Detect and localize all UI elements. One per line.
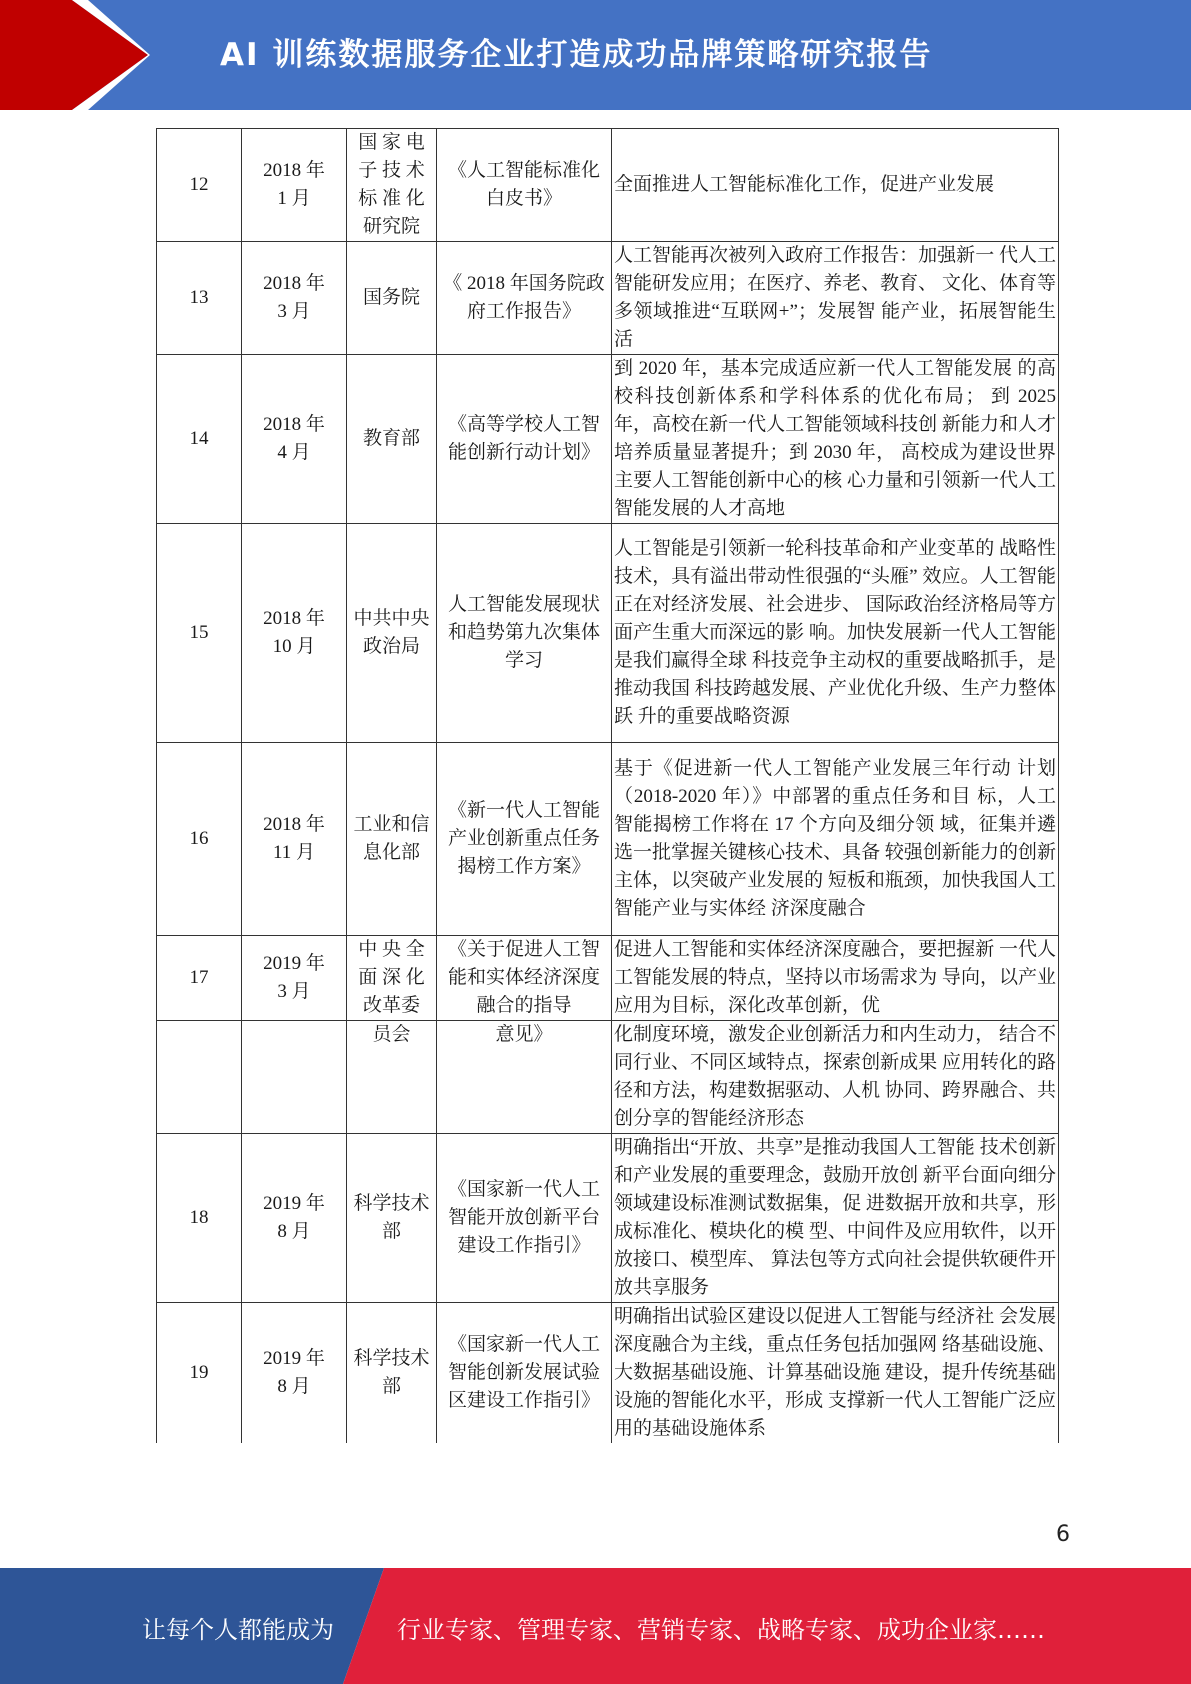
row-number-cell: 12: [157, 129, 242, 242]
department-cell: 中 央 全 面 深 化 改革委: [347, 936, 437, 1021]
table-row: [157, 1134, 1059, 1303]
policy-table: [156, 128, 1059, 1443]
department-cell: 科学技术部: [347, 1134, 437, 1303]
document-title-cell: 《高等学校人工智能创新行动计划》: [437, 355, 612, 524]
date-cell: [242, 1021, 347, 1134]
report-title: AI 训练数据服务企业打造成功品牌策略研究报告: [220, 37, 933, 73]
date-line: 2018 年: [263, 608, 325, 629]
document-title-cell: 人工智能发展现状和趋势第九次集体学习: [437, 524, 612, 743]
date-cell: [242, 242, 347, 355]
date-line: 8 月: [277, 1221, 311, 1242]
page-number: 6: [1056, 1522, 1070, 1547]
description-cell: 明确指出“开放、共享”是推动我国人工智能 技术创新和产业发展的重要理念，鼓励开放创 新平台面向细分领域建设标准测试数据集，促 进数据开放和共享，形成标准化、模块化的模 型、中间件及应用软件，以开放接口、模型库、 算法包等方式向社会提供软硬件开放共享服务: [612, 1134, 1059, 1303]
document-title-cell: 《 2018 年国务院政府工作报告》: [437, 242, 612, 355]
department-cell: 教育部: [347, 355, 437, 524]
document-title-cell: 《人工智能标准化白皮书》: [437, 129, 612, 242]
document-title-cell: 《国家新一代人工智能创新发展试验区建设工作指引》: [437, 1303, 612, 1444]
date-cell: [242, 743, 347, 936]
date-cell: [242, 1134, 347, 1303]
department-cell: 科学技术部: [347, 1303, 437, 1444]
date-line: 2018 年: [263, 160, 325, 181]
table-row: [157, 936, 1059, 1021]
date-line: 3 月: [277, 301, 311, 322]
department-cell: 国 家 电 子 技 术 标 准 化 研究院: [347, 129, 437, 242]
row-number-cell: 13: [157, 242, 242, 355]
date-line: 2019 年: [263, 953, 325, 974]
department-cell: 国务院: [347, 242, 437, 355]
department-cell: 工业和信息化部: [347, 743, 437, 936]
department-cell: 中共中央政治局: [347, 524, 437, 743]
row-number-cell: 19: [157, 1303, 242, 1444]
document-title-cell: 意见》: [437, 1021, 612, 1134]
table-row: [157, 129, 1059, 242]
date-line: 2018 年: [263, 814, 325, 835]
date-cell: [242, 129, 347, 242]
row-number-cell: 17: [157, 936, 242, 1021]
table-row: [157, 242, 1059, 355]
description-cell: 化制度环境，激发企业创新活力和内生动力， 结合不同行业、不同区域特点，探索创新成果 应用转化的路径和方法，构建数据驱动、人机 协同、跨界融合、共创分享的智能经济形态: [612, 1021, 1059, 1134]
footer-slogan-right: 行业专家、管理专家、营销专家、战略专家、成功企业家……: [397, 1616, 1045, 1644]
row-number-cell: [157, 1021, 242, 1134]
description-cell: 基于《促进新一代人工智能产业发展三年行动 计划（2018-2020 年）》中部署的重点任务和目 标，人工智能揭榜工作将在 17 个方向及细分领 域，征集并遴选一批掌握关键核心技术、具备 较强创新能力的创新主体，以突破产业发展的 短板和瓶颈，加快我国人工智能产业与实体经 济深度融合: [612, 743, 1059, 936]
row-number-cell: 15: [157, 524, 242, 743]
description-cell: 明确指出试验区建设以促进人工智能与经济社 会发展深度融合为主线，重点任务包括加强网 络基础设施、大数据基础设施、计算基础设施 建设，提升传统基础设施的智能化水平，形成 支撑新一代人工智能广泛应用的基础设施体系: [612, 1303, 1059, 1444]
page-header: [0, 0, 1191, 110]
document-title-cell: 《关于促进人工智能和实体经济深度融合的指导: [437, 936, 612, 1021]
table-row: [157, 355, 1059, 524]
table-row: [157, 743, 1059, 936]
date-line: 2019 年: [263, 1348, 325, 1369]
row-number-cell: 14: [157, 355, 242, 524]
row-number-cell: 18: [157, 1134, 242, 1303]
date-line: 10 月: [272, 636, 316, 657]
document-title-cell: 《新一代人工智能产业创新重点任务揭榜工作方案》: [437, 743, 612, 936]
table-row: [157, 1021, 1059, 1134]
footer-slogan-left: 让每个人都能成为: [142, 1616, 334, 1644]
date-line: 2018 年: [263, 273, 325, 294]
date-line: 11 月: [272, 842, 316, 863]
description-cell: 人工智能再次被列入政府工作报告：加强新一 代人工智能研发应用；在医疗、养老、教育、 文化、体育等多领域推进“互联网+”；发展智 能产业，拓展智能生活: [612, 242, 1059, 355]
description-cell: 到 2020 年，基本完成适应新一代人工智能发展 的高校科技创新体系和学科体系的优化布局； 到 2025 年，高校在新一代人工智能领域科技创 新能力和人才培养质量显著提升；到 2030 年， 高校成为建设世界主要人工智能创新中心的核 心力量和引领新一代人工智能发展的人才高地: [612, 355, 1059, 524]
date-line: 3 月: [277, 981, 311, 1002]
description-cell: 人工智能是引领新一轮科技革命和产业变革的 战略性技术，具有溢出带动性很强的“头雁” 效应。人工智能正在对经济发展、社会进步、 国际政治经济格局等方面产生重大而深远的影 响。加快发展新一代人工智能是我们赢得全球 科技竞争主动权的重要战略抓手，是推动我国 科技跨越发展、产业优化升级、生产力整体跃 升的重要战略资源: [612, 524, 1059, 743]
date-cell: [242, 1303, 347, 1444]
date-line: 8 月: [277, 1376, 311, 1397]
date-line: 4 月: [277, 442, 311, 463]
date-cell: [242, 524, 347, 743]
header-red-arrow-decoration: [0, 0, 150, 110]
document-title-cell: 《国家新一代人工智能开放创新平台建设工作指引》: [437, 1134, 612, 1303]
date-line: 2018 年: [263, 414, 325, 435]
date-cell: [242, 355, 347, 524]
table-row: [157, 524, 1059, 743]
description-cell: 全面推进人工智能标准化工作，促进产业发展: [612, 129, 1059, 242]
department-cell: 员会: [347, 1021, 437, 1134]
description-cell: 促进人工智能和实体经济深度融合，要把握新 一代人工智能发展的特点，坚持以市场需求为 导向，以产业应用为目标，深化改革创新，优: [612, 936, 1059, 1021]
row-number-cell: 16: [157, 743, 242, 936]
date-line: 2019 年: [263, 1193, 325, 1214]
table-row: [157, 1303, 1059, 1444]
date-cell: [242, 936, 347, 1021]
date-line: 1 月: [277, 188, 311, 209]
